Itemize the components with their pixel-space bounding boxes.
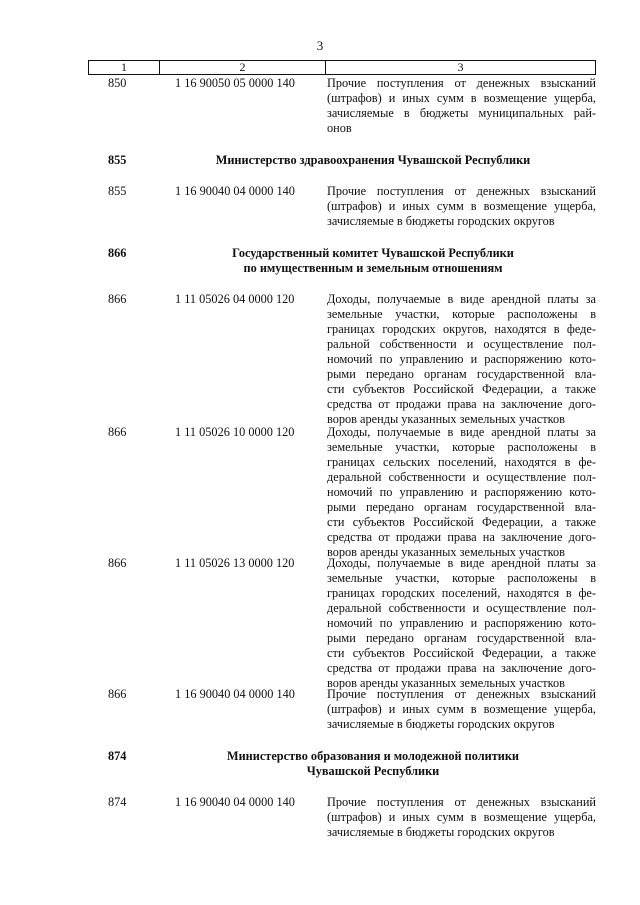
budget-code: 1 16 90040 04 0000 140 <box>175 795 295 809</box>
description-line: сти субъектов Российской Федерации, а также <box>327 515 596 529</box>
section-code: 855 <box>108 153 127 167</box>
admin-code: 866 <box>108 556 127 570</box>
section-title-line: Чувашской Республики <box>306 764 440 778</box>
row-description <box>327 687 596 732</box>
section-title-line: Государственный комитет Чувашской Республики <box>232 246 514 260</box>
description-line: ральной собственности и осуществление пол- <box>327 337 596 351</box>
description-line: земельные участки, которые расположены в <box>327 571 596 585</box>
description-line: (штрафов) и иных сумм в возмещение ущерба, <box>327 702 596 716</box>
description-line: Доходы, получаемые в виде арендной платы за <box>327 556 596 570</box>
header-col-1: 1 <box>89 61 160 74</box>
description-line: средства от продажи права на заключение дого- <box>327 397 596 411</box>
section-title-line: Министерство здравоохранения Чувашской Республики <box>215 153 531 167</box>
section-code: 866 <box>108 246 127 260</box>
description-line: (штрафов) и иных сумм в возмещение ущерба, <box>327 199 596 213</box>
row-description <box>327 425 596 560</box>
description-line: Доходы, получаемые в виде арендной платы за <box>327 292 596 306</box>
row-description <box>327 184 596 229</box>
section-title <box>150 749 596 779</box>
description-line: Доходы, получаемые в виде арендной платы за <box>327 425 596 439</box>
description-line: воров аренды указанных земельных участков <box>327 545 565 559</box>
description-line: онов <box>327 121 352 135</box>
description-line: (штрафов) и иных сумм в возмещение ущерба, <box>327 91 596 105</box>
header-col-3: 3 <box>457 60 464 74</box>
row-description <box>327 795 596 840</box>
description-line: зачисляемые в бюджеты городских округов <box>327 825 555 839</box>
description-line: Прочие поступления от денежных взысканий <box>327 184 596 198</box>
description-line: средства от продажи права на заключение дого- <box>327 661 596 675</box>
admin-code: 866 <box>108 425 127 439</box>
budget-code: 1 11 05026 04 0000 120 <box>175 292 295 306</box>
description-line: деральной собственности и осуществление пол- <box>327 601 596 615</box>
description-line: сти субъектов Российской Федерации, а также <box>327 382 596 396</box>
section-title-line: Министерство образования и молодежной политики <box>226 749 519 763</box>
row-description <box>327 76 596 136</box>
description-line: зачисляемые в бюджеты городских округов <box>327 717 555 731</box>
budget-code: 1 16 90040 04 0000 140 <box>175 184 295 198</box>
description-line: средства от продажи права на заключение дого- <box>327 530 596 544</box>
section-code: 874 <box>108 749 127 763</box>
description-line: рыми передано органам государственной вла- <box>327 500 596 514</box>
budget-code: 1 11 05026 10 0000 120 <box>175 425 295 439</box>
budget-code: 1 16 90040 04 0000 140 <box>175 687 295 701</box>
description-line: сти субъектов Российской Федерации, а также <box>327 646 596 660</box>
description-line: деральной собственности и осуществление пол- <box>327 470 596 484</box>
admin-code: 866 <box>108 292 127 306</box>
admin-code: 866 <box>108 687 127 701</box>
description-line: номочий по управлению и распоряжению кото- <box>327 616 596 630</box>
admin-code: 850 <box>108 76 127 90</box>
header-col-2: 2 <box>160 61 326 74</box>
description-line: границах городских поселений, находятся в фе- <box>327 586 596 600</box>
row-description <box>327 556 596 691</box>
admin-code: 874 <box>108 795 127 809</box>
description-line: зачисляемые в бюджеты муниципальных рай- <box>327 106 596 120</box>
description-line: зачисляемые в бюджеты городских округов <box>327 214 555 228</box>
row-description <box>327 292 596 427</box>
description-line: (штрафов) и иных сумм в возмещение ущерба, <box>327 810 596 824</box>
description-line: рыми передано органам государственной вла- <box>327 367 596 381</box>
section-title <box>150 153 596 168</box>
description-line: рыми передано органам государственной вла- <box>327 631 596 645</box>
description-line: границах сельских поселений, находятся в фе- <box>327 455 596 469</box>
description-line: Прочие поступления от денежных взысканий <box>327 76 596 90</box>
description-line: воров аренды указанных земельных участков <box>327 676 565 690</box>
section-title-line: по имущественным и земельным отношениям <box>243 261 503 275</box>
description-line: земельные участки, которые расположены в <box>327 440 596 454</box>
description-line: границах городских округов, находятся в феде- <box>327 322 596 336</box>
description-line: номочий по управлению и распоряжению кото- <box>327 352 596 366</box>
description-line: Прочие поступления от денежных взысканий <box>327 687 596 701</box>
description-line: номочий по управлению и распоряжению кото- <box>327 485 596 499</box>
admin-code: 855 <box>108 184 127 198</box>
description-line: воров аренды указанных земельных участков <box>327 412 565 426</box>
budget-code: 1 11 05026 13 0000 120 <box>175 556 295 570</box>
description-line: земельные участки, которые расположены в <box>327 307 596 321</box>
budget-code: 1 16 90050 05 0000 140 <box>175 76 295 90</box>
table-header <box>88 60 596 75</box>
section-title <box>150 246 596 276</box>
description-line: Прочие поступления от денежных взысканий <box>327 795 596 809</box>
page-number: 3 <box>316 38 324 53</box>
